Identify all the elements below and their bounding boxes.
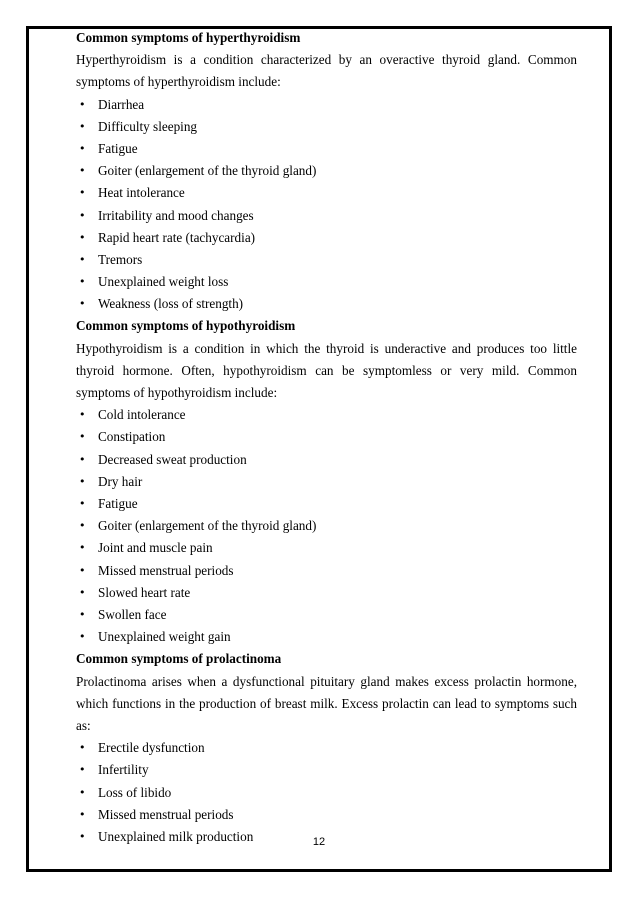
list-item-text: Goiter (enlargement of the thyroid gland) (98, 163, 317, 179)
list-item-text: Weakness (loss of strength) (98, 296, 244, 312)
list-item-text: Loss of libido (98, 784, 172, 800)
list-item (76, 626, 577, 648)
list-item (76, 782, 577, 804)
list-item (76, 449, 577, 471)
list-item-text: Fatigue (98, 140, 138, 156)
bullet-icon: • (79, 497, 86, 511)
symptom-list-prolactinoma (76, 737, 577, 848)
list-item (76, 604, 577, 626)
bullet-icon: • (79, 785, 86, 799)
section-heading-hyperthyroidism: Common symptoms of hyperthyroidism (76, 30, 301, 45)
list-item (76, 160, 577, 182)
bullet-icon: • (79, 141, 86, 155)
bullet-icon: • (79, 585, 86, 599)
bullet-icon: • (79, 408, 86, 422)
list-item (76, 205, 577, 227)
list-item-text: Infertility (98, 762, 149, 778)
bullet-icon: • (79, 275, 86, 289)
bullet-icon: • (79, 763, 86, 777)
list-item (76, 404, 577, 426)
bullet-icon: • (79, 807, 86, 821)
list-item-text: Unexplained weight loss (98, 274, 229, 290)
list-item-text: Joint and muscle pain (98, 540, 213, 556)
list-item (76, 182, 577, 204)
page-number: 12 (312, 836, 326, 848)
list-item-text: Goiter (enlargement of the thyroid gland) (98, 518, 317, 534)
section-paragraph-hyperthyroidism: Hyperthyroidism is a condition characterized by an overactive thyroid gland. Common symptoms of hyperthyroidism include: (76, 52, 577, 90)
bullet-icon: • (79, 741, 86, 755)
list-item-text: Erectile dysfunction (98, 740, 205, 756)
bullet-icon: • (79, 252, 86, 266)
bullet-icon: • (79, 297, 86, 311)
list-item-text: Missed menstrual periods (98, 562, 234, 578)
list-item-text: Irritability and mood changes (98, 207, 254, 223)
document-body (76, 27, 577, 848)
list-item-text: Fatigue (98, 496, 138, 512)
bullet-icon: • (79, 630, 86, 644)
section-heading-prolactinoma: Common symptoms of prolactinoma (76, 651, 282, 667)
list-item (76, 759, 577, 781)
list-item-text: Rapid heart rate (tachycardia) (98, 229, 256, 245)
list-item (76, 560, 577, 582)
section-paragraph-prolactinoma: Prolactinoma arises when a dysfunctional pituitary gland makes excess prolactin hormone, which functions in the production of breast milk. Excess prolactin can lead to symptoms such as: (76, 673, 577, 733)
list-item (76, 471, 577, 493)
bullet-icon: • (79, 519, 86, 533)
list-item-text: Dry hair (98, 473, 143, 489)
list-item-text: Unexplained milk production (98, 828, 254, 844)
bullet-icon: • (79, 164, 86, 178)
list-item (76, 515, 577, 537)
list-item-text: Slowed heart rate (98, 584, 191, 600)
list-item-text: Missed menstrual periods (98, 806, 234, 822)
bullet-icon: • (79, 119, 86, 133)
bullet-icon: • (79, 563, 86, 577)
list-item (76, 227, 577, 249)
list-item-text: Tremors (98, 251, 143, 267)
bullet-icon: • (79, 829, 86, 843)
list-item (76, 138, 577, 160)
bullet-icon: • (79, 97, 86, 111)
symptom-list-hyperthyroidism (76, 94, 577, 316)
bullet-icon: • (79, 541, 86, 555)
bullet-icon: • (79, 474, 86, 488)
list-item (76, 271, 577, 293)
list-item-text: Heat intolerance (98, 185, 185, 201)
list-item-text: Decreased sweat production (98, 451, 247, 467)
bullet-icon: • (79, 430, 86, 444)
list-item (76, 94, 577, 116)
list-item-text: Cold intolerance (98, 407, 186, 423)
section-heading-hypothyroidism: Common symptoms of hypothyroidism (76, 318, 296, 334)
list-item (76, 804, 577, 826)
list-item (76, 116, 577, 138)
list-item (76, 537, 577, 559)
list-item-text: Diarrhea (98, 96, 145, 112)
bullet-icon: • (79, 208, 86, 222)
list-item (76, 493, 577, 515)
list-item (76, 737, 577, 759)
list-item (76, 426, 577, 448)
bullet-icon: • (79, 230, 86, 244)
list-item-text: Unexplained weight gain (98, 629, 231, 645)
section-paragraph-hypothyroidism: Hypothyroidism is a condition in which the thyroid is underactive and produces too little thyroid hormone. Often, hypothyroidism can be symptomless or very mild. Common symptoms of hypothyroidism include: (76, 340, 577, 401)
list-item-text: Difficulty sleeping (98, 118, 198, 134)
list-item-text: Swollen face (98, 606, 167, 622)
symptom-list-hypothyroidism (76, 404, 577, 648)
bullet-icon: • (79, 452, 86, 466)
bullet-icon: • (79, 607, 86, 621)
list-item (76, 249, 577, 271)
list-item-text: Constipation (98, 429, 166, 445)
bullet-icon: • (79, 186, 86, 200)
list-item (76, 582, 577, 604)
list-item (76, 293, 577, 315)
